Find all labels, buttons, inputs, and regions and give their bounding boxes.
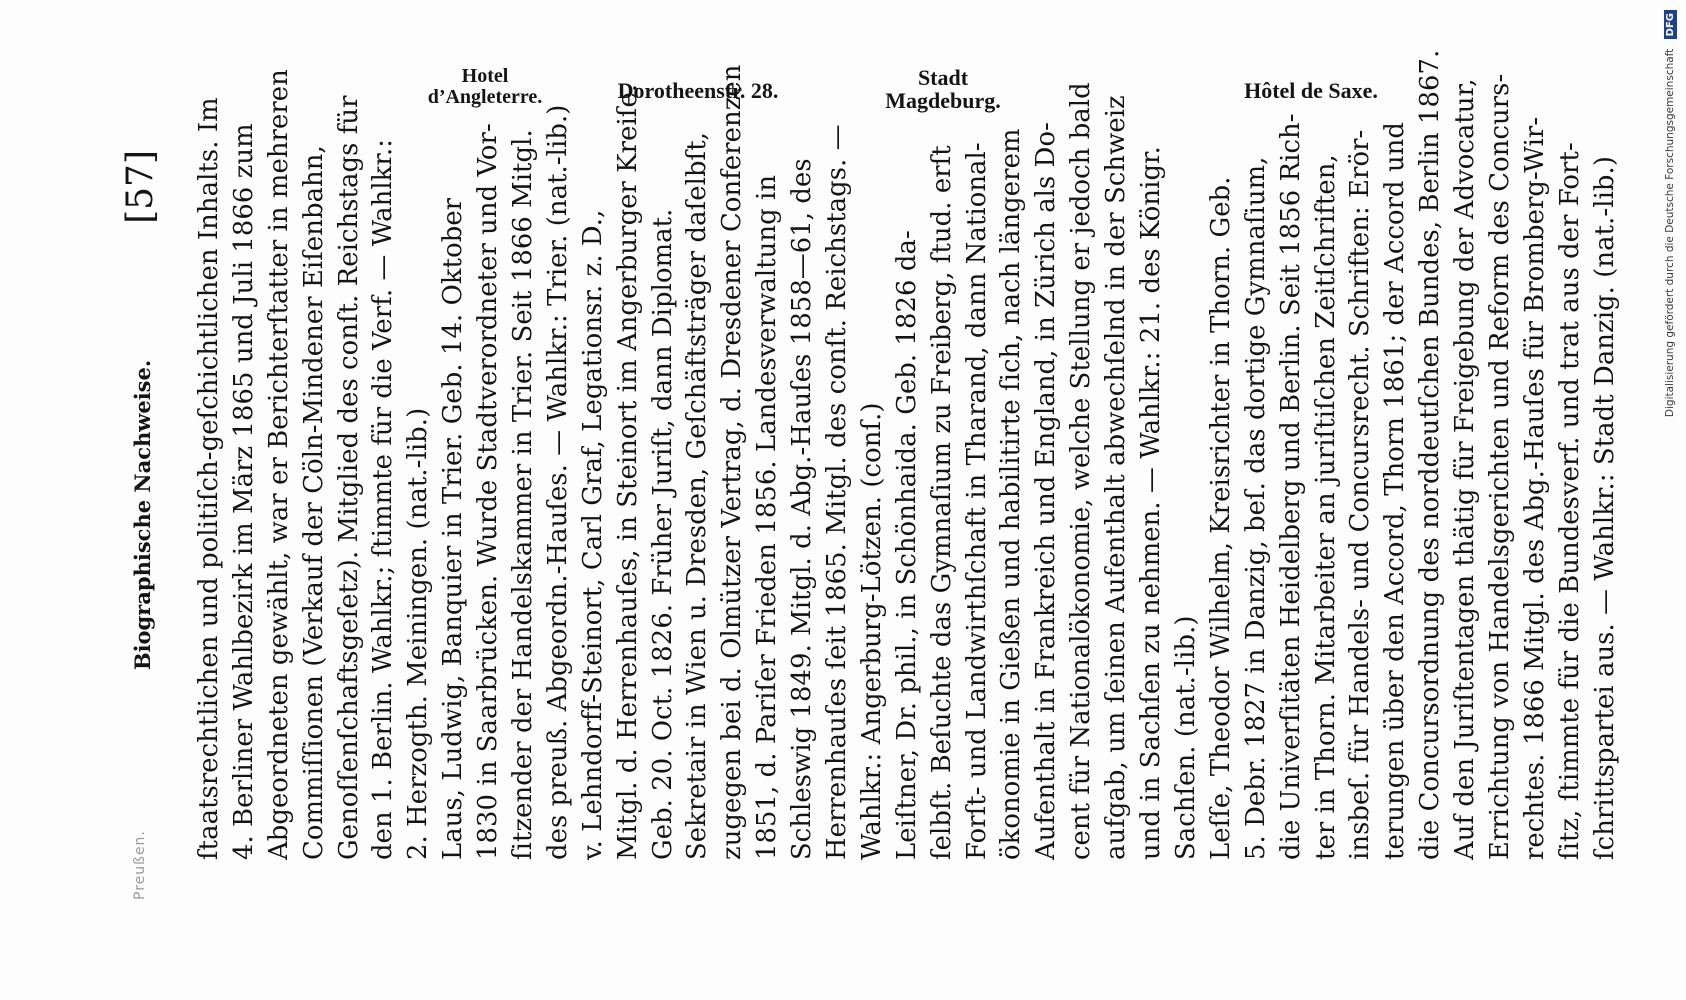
header-hotel-angleterre: Hotel d’Angleterre. — [427, 65, 543, 108]
header-dorotheenstr: Dorotheenstr. 28. — [617, 78, 779, 103]
text-line: und in Sachſen zu nehmen. — Wahlkr.: 21. des Königr. — [1136, 146, 1167, 860]
text-line: ſitz, ſtimmte für die Bundesverf. und trat aus der Fort- — [1554, 142, 1585, 860]
running-head — [120, 130, 161, 900]
digitization-note — [1664, 10, 1684, 1000]
text-line: zugegen bei d. Olmützer Vertrag, d. Dresdener Conferenzen — [717, 64, 748, 860]
text-line: rechtes. 1866 Mitgl. des Abg.-Hauſes für Bromberg-Wir- — [1519, 116, 1550, 860]
dfg-logo: DFG — [1664, 10, 1677, 39]
text-line: v. Lehndorff-Steinort, Carl Graf, Legationsr. z. D., — [577, 209, 608, 860]
text-line: Abgeordneten gewählt, war er Berichterſtatter in mehreren — [263, 69, 294, 860]
text-line: 1851, d. Pariſer Frieden 1856. Landesverwaltung in — [752, 174, 783, 860]
text-line: 1830 in Saarbrücken. Wurde Stadtverordneter und Vor- — [473, 123, 504, 860]
text-line: ſchrittspartei aus. — Wahlkr.: Stadt Danzig. (nat.-lib.) — [1589, 156, 1620, 860]
text-line: Aufenthalt in Frankreich und England, in Zürich als Do- — [1031, 122, 1062, 860]
page-number: [57] — [120, 150, 161, 224]
text-line: Errichtung von Handelsgerichten und Reform des Concurs- — [1484, 73, 1515, 860]
text-line: Genoſſenſchaftsgeſetz). Mitglied des conſt. Reichstags für — [333, 95, 364, 860]
text-line: ſtaatsrechtlichen und politiſch-geſchichtlichen Inhalts. Im — [194, 97, 224, 860]
running-head-left: Preußen. — [132, 830, 148, 900]
text-line: Sachſen. (nat.-lib.) — [1170, 615, 1201, 860]
text-line: Herrenhauſes ſeit 1865. Mitgl. des conſt. Reichstags. — — [822, 124, 853, 860]
header-hotel-saxe: Hôtel de Saxe. — [1244, 78, 1378, 103]
text-line: 2. Herzogth. Meiningen. (nat.-lib.) — [403, 407, 434, 860]
text-line: Leſſe, Theodor Wilhelm, Kreisrichter in Thorn. Geb. — [1205, 176, 1236, 860]
text-line: insbeſ. für Handels- und Concursrecht. Schriften: Erör- — [1345, 129, 1376, 860]
text-line: Forſt- und Landwirthſchaft in Tharand, dann National- — [961, 142, 992, 860]
text-line: ſelbſt. Beſuchte das Gymnaſium zu Freiberg, ſtud. erſt — [926, 145, 957, 860]
text-line: 5. Debr. 1827 in Danzig, beſ. das dortige Gymnaſium, — [1240, 156, 1271, 860]
text-line: die Univerſitäten Heidelberg und Berlin. Seit 1856 Rich- — [1275, 113, 1306, 860]
text-line: Auf den Juriſtentagen thätig für Freigebung der Advocatur, — [1450, 78, 1481, 860]
text-line: Wahlkr.: Angerburg-Lötzen. (conſ.) — [856, 402, 887, 860]
text-line: Schleswig 1849. Mitgl. d. Abg.-Hauſes 1858—61, des — [787, 158, 818, 860]
digitization-note-text: Digitalisierung gefördert durch die Deutsche Forschungsgemeinschaft — [1664, 48, 1676, 418]
running-head-title: Biographische Nachweise. — [130, 359, 155, 671]
text-line: Mitgl. d. Herrenhauſes, in Steinort im Angerburger Kreiſe. — [612, 83, 643, 860]
text-line: den 1. Berlin. Wahlkr.; ſtimmte für die Verf. — Wahlkr.: — [368, 138, 399, 860]
text-line: 4. Berliner Wahlbezirk im März 1865 und Juli 1866 zum — [228, 123, 259, 860]
text-line: Sekretair in Wien u. Dresden, Geſchäftsträger daſelbſt, — [682, 132, 713, 860]
text-line: Leiſtner, Dr. phil., in Schönhaida. Geb. 1826 da- — [891, 230, 922, 860]
text-line: die Concursordnung des norddeutſchen Bundes, Berlin 1867. — [1415, 49, 1446, 860]
text-line: ſitzender der Handelskammer in Trier. Seit 1866 Mitgl. — [508, 129, 539, 860]
text-line: terungen über den Accord, Thorn 1861; der Accord und — [1380, 121, 1411, 860]
text-line: ökonomie in Gießen und habilitirte ſich, nach längerem — [996, 128, 1027, 860]
text-line: cent für Nationalökonomie, welche Stellung er jedoch bald — [1066, 82, 1097, 860]
header-stadt-magdeburg: Stadt Magdeburg. — [885, 65, 1001, 114]
text-line: Commiſſionen (Verkauf der Cöln-Mindener Eiſenbahn, — [298, 145, 329, 860]
text-line: Geb. 20. Oct. 1826. Früher Juriſt, dann Diplomat. — [647, 208, 678, 860]
text-line: ter in Thorn. Mitarbeiter an juriſtiſchen Zeitſchriften, — [1310, 154, 1341, 860]
text-line: aufgab, um ſeinen Aufenthalt abwechſelnd in der Schweiz — [1101, 95, 1132, 860]
text-line: Laus, Ludwig, Banquier in Trier. Geb. 14. Oktober — [438, 197, 469, 860]
text-line: des preuß. Abgeordn.-Hauſes. — Wahlkr.: Trier. (nat.-lib.) — [542, 104, 573, 860]
